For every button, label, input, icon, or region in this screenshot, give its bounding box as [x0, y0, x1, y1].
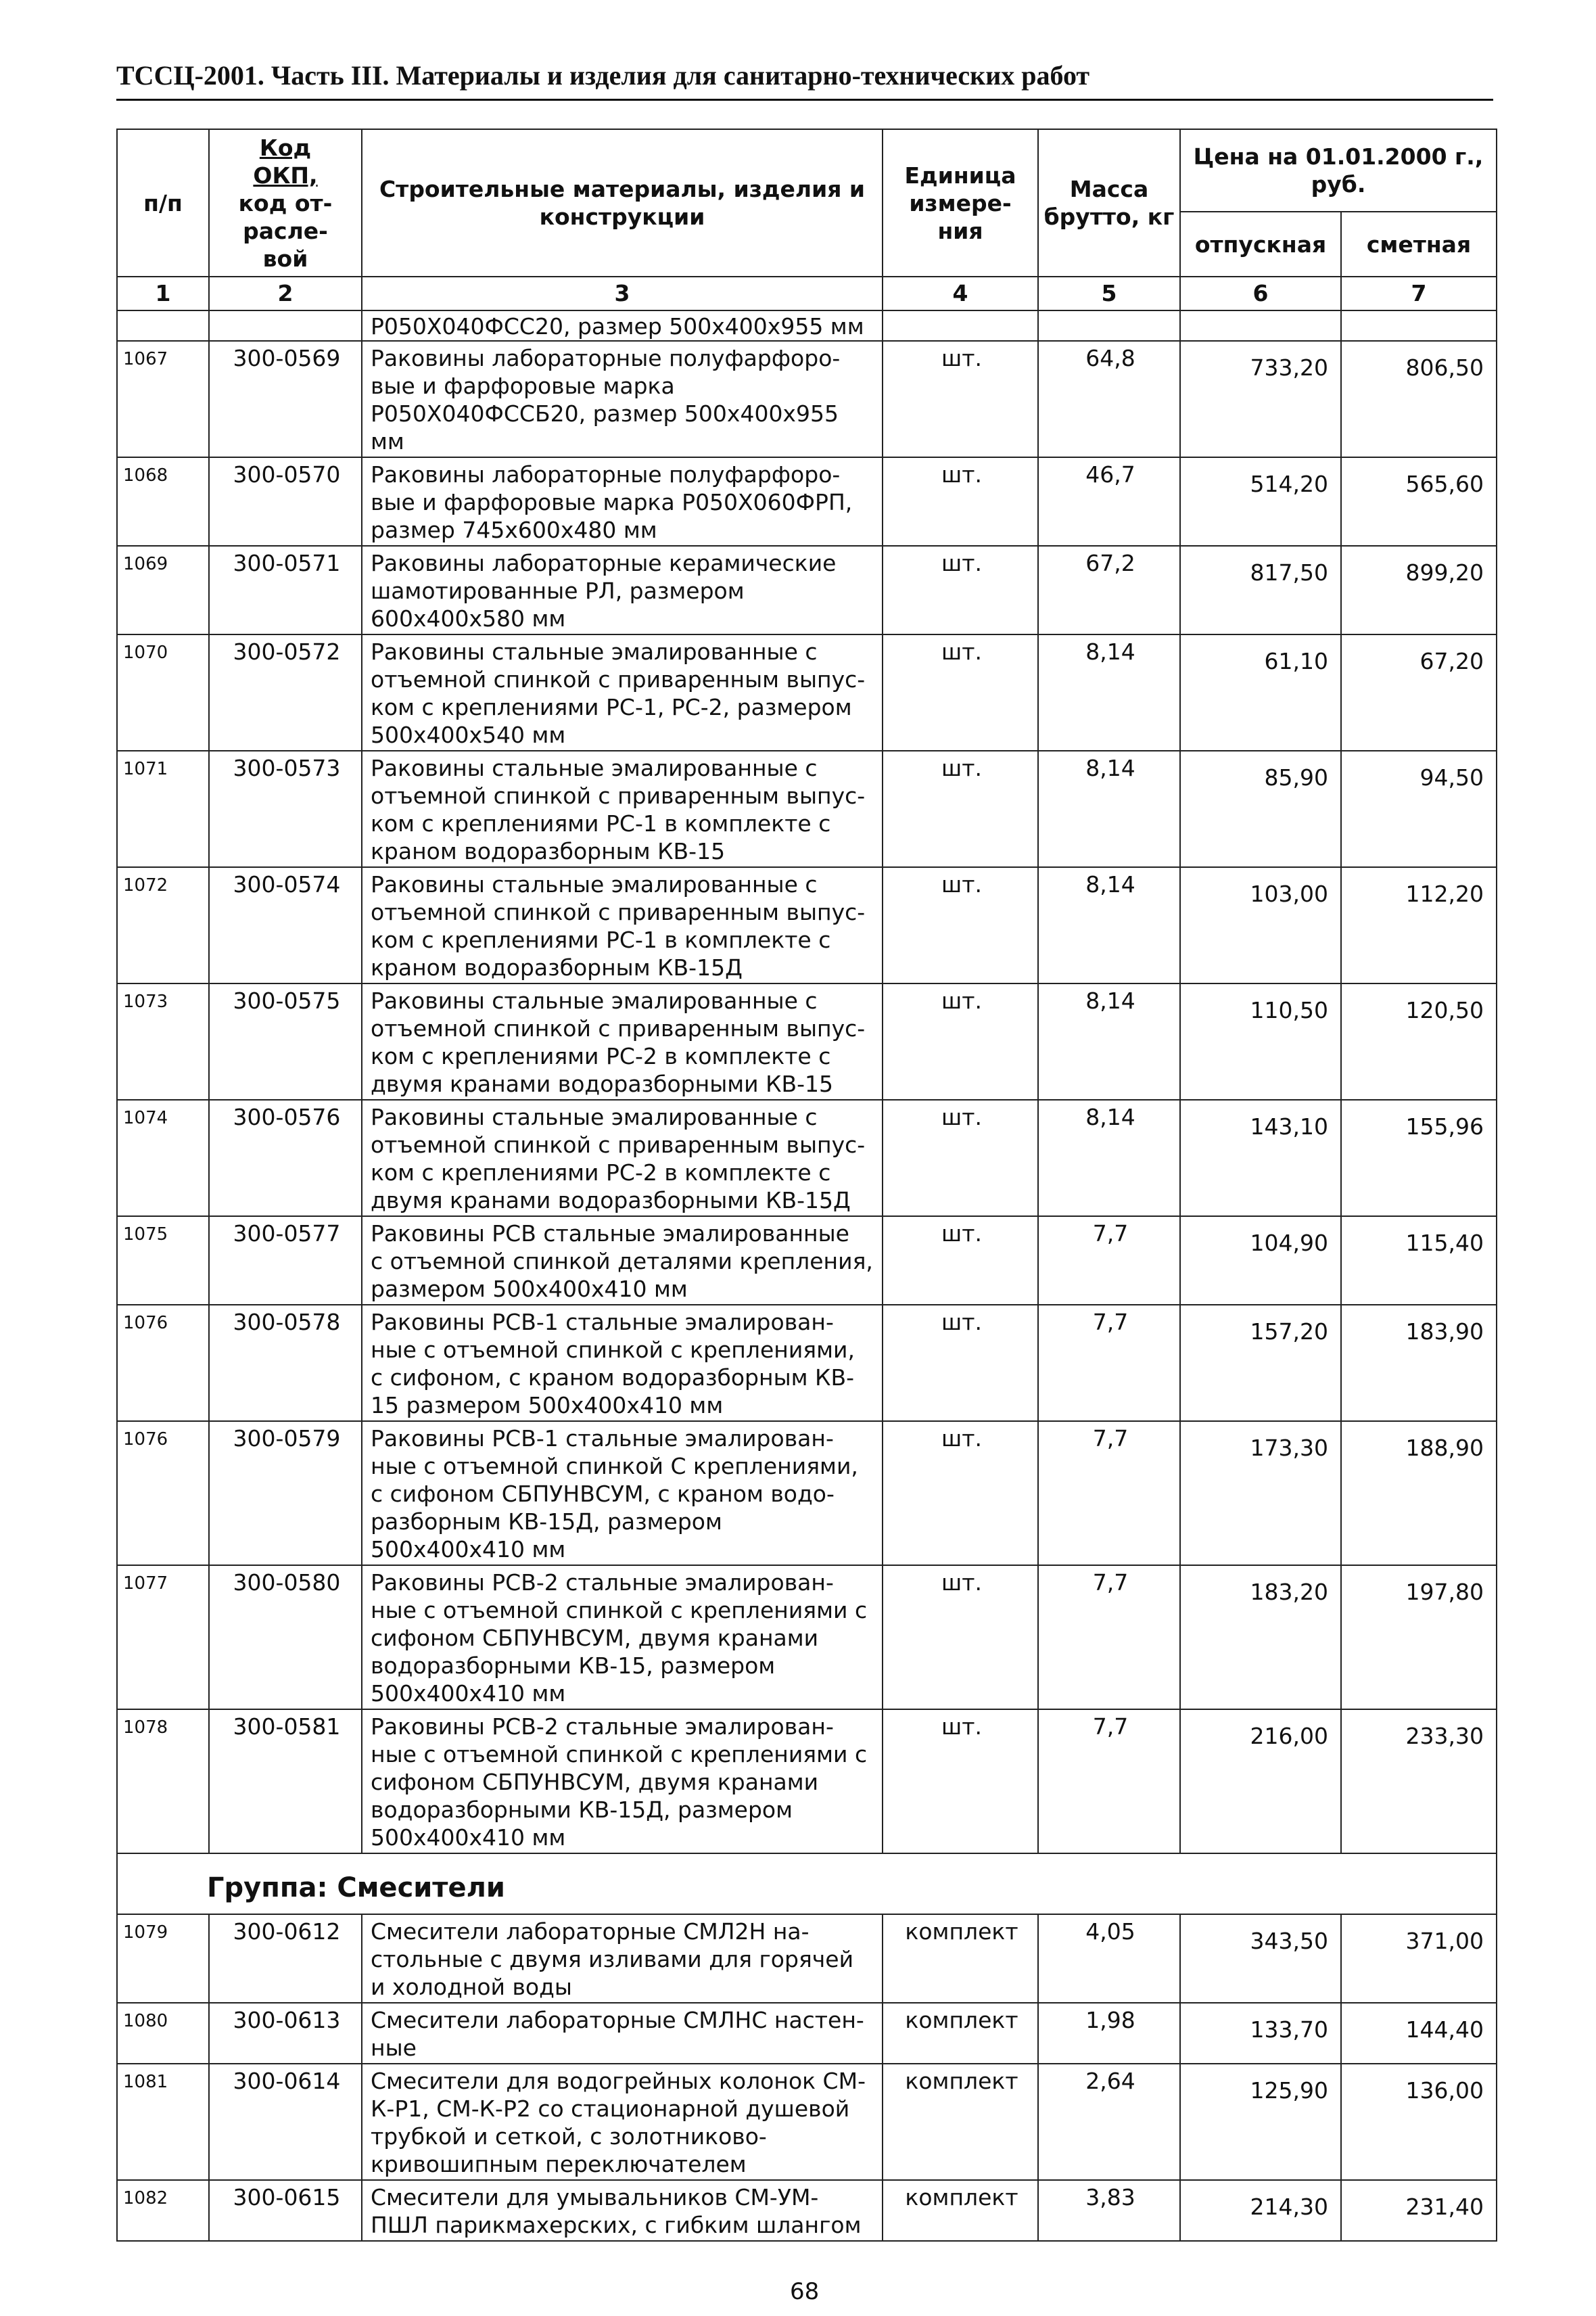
row-description: Смесители для водогрейных колонок СМ- К-Р1, СМ-К-Р2 со стационарной душевой трубкой и сеткой, с золотниково- кривошипным переключателем — [362, 2064, 883, 2180]
row-price-estimate: 806,50 — [1341, 341, 1497, 457]
row-number: 1075 — [117, 1216, 209, 1305]
header-price-release: отпускная — [1180, 212, 1341, 277]
row-price-estimate: 67,20 — [1341, 634, 1497, 751]
row-unit: шт. — [883, 341, 1038, 457]
row-code: 300-0575 — [209, 983, 362, 1100]
row-unit: шт. — [883, 1100, 1038, 1216]
row-price-estimate: 197,80 — [1341, 1565, 1497, 1709]
row-number: 1068 — [117, 457, 209, 546]
row-code: 300-0615 — [209, 2180, 362, 2241]
header-price-group: Цена на 01.01.2000 г., руб. — [1180, 129, 1497, 212]
row-code: 300-0614 — [209, 2064, 362, 2180]
table-row — [117, 751, 1497, 867]
row-price-estimate: 183,90 — [1341, 1305, 1497, 1421]
header-code-line-5: вой — [262, 245, 308, 272]
table-row — [117, 2180, 1497, 2241]
row-unit: шт. — [883, 1421, 1038, 1565]
header-code-line-4: расле- — [243, 217, 328, 244]
row-unit: шт. — [883, 1565, 1038, 1709]
table-row — [117, 983, 1497, 1100]
row-number: 1069 — [117, 546, 209, 634]
column-numbers-row — [117, 277, 1497, 310]
table-row — [117, 1914, 1497, 2003]
header-mass: Масса брутто, кг — [1038, 129, 1180, 277]
row-description: Смесители для умывальников СМ-УМ- ПШЛ парикмахерских, с гибким шлангом — [362, 2180, 883, 2241]
row-mass: 1,98 — [1038, 2003, 1180, 2064]
row-description: Раковины стальные эмалированные с отъемной спинкой с приваренным выпус- ком с креплениями РС-2 в комплекте с двумя кранами водоразборными КВ-15Д — [362, 1100, 883, 1216]
header-code-line-2: ОКП, — [253, 162, 318, 189]
table-row — [117, 1709, 1497, 1853]
colnum-1: 1 — [117, 277, 209, 310]
row-mass: 7,7 — [1038, 1305, 1180, 1421]
row-code: 300-0580 — [209, 1565, 362, 1709]
row-description: Раковины лабораторные полуфарфоро- вые и фарфоровые марка Р050Х040ФССБ20, размер 500х400х955 мм — [362, 341, 883, 457]
row-unit: шт. — [883, 457, 1038, 546]
row-code: 300-0578 — [209, 1305, 362, 1421]
row-price-estimate: 112,20 — [1341, 867, 1497, 983]
row-mass: 67,2 — [1038, 546, 1180, 634]
header-unit: Единица измере-ния — [883, 129, 1038, 277]
row-unit: комплект — [883, 2064, 1038, 2180]
row-price-estimate: 371,00 — [1341, 1914, 1497, 2003]
row-price-release: 216,00 — [1180, 1709, 1341, 1853]
materials-price-table — [116, 129, 1497, 2242]
row-description: Смесители лабораторные СМЛ2Н на- стольные с двумя изливами для горячей и холодной воды — [362, 1914, 883, 2003]
row-code: 300-0576 — [209, 1100, 362, 1216]
row-description: Раковины РСВ-2 стальные эмалирован- ные с отъемной спинкой с креплениями с сифоном СБПУНВСУМ, двумя кранами водоразборными КВ-15, размером 500х400х410 мм — [362, 1565, 883, 1709]
page-header-title: ТССЦ-2001. Часть III. Материалы и изделия для санитарно-технических работ — [116, 60, 1493, 101]
row-price-release: 143,10 — [1180, 1100, 1341, 1216]
row-price-release: 514,20 — [1180, 457, 1341, 546]
row-code: 300-0574 — [209, 867, 362, 983]
header-name: Строительные материалы, изделия и конструкции — [362, 129, 883, 277]
row-code: 300-0581 — [209, 1709, 362, 1853]
row-number: 1073 — [117, 983, 209, 1100]
row-price-estimate: 136,00 — [1341, 2064, 1497, 2180]
row-number: 1080 — [117, 2003, 209, 2064]
row-number: 1079 — [117, 1914, 209, 2003]
row-mass: 8,14 — [1038, 634, 1180, 751]
colnum-3: 3 — [362, 277, 883, 310]
row-price-estimate: 120,50 — [1341, 983, 1497, 1100]
row-price-estimate: 115,40 — [1341, 1216, 1497, 1305]
colnum-4: 4 — [883, 277, 1038, 310]
row-number: 1067 — [117, 341, 209, 457]
group-row — [117, 1853, 1497, 1914]
row-price-estimate: 233,30 — [1341, 1709, 1497, 1853]
row-mass: 7,7 — [1038, 1216, 1180, 1305]
group-label: Группа: Смесители — [117, 1853, 1497, 1914]
table-row — [117, 457, 1497, 546]
row-mass: 2,64 — [1038, 2064, 1180, 2180]
table-header-row — [117, 129, 1497, 212]
row-mass: 7,7 — [1038, 1565, 1180, 1709]
row-number: 1082 — [117, 2180, 209, 2241]
row-mass: 8,14 — [1038, 867, 1180, 983]
row-price-estimate: 94,50 — [1341, 751, 1497, 867]
row-code: 300-0612 — [209, 1914, 362, 2003]
row-description: Раковины РСВ-1 стальные эмалирован- ные с отъемной спинкой С креплениями, с сифоном СБПУНВСУМ, с краном водо- разборным КВ-15Д, размером 500х400х410 мм — [362, 1421, 883, 1565]
row-mass: 7,7 — [1038, 1709, 1180, 1853]
row-price-release: 104,90 — [1180, 1216, 1341, 1305]
row-mass: 7,7 — [1038, 1421, 1180, 1565]
row-description: Раковины РСВ-1 стальные эмалирован- ные с отъемной спинкой с креплениями, с сифоном, с краном водоразборным КВ- 15 размером 500х400х410 мм — [362, 1305, 883, 1421]
row-unit: шт. — [883, 1216, 1038, 1305]
table-row — [117, 1421, 1497, 1565]
table-row — [117, 2064, 1497, 2180]
table-row — [117, 1565, 1497, 1709]
row-code: 300-0573 — [209, 751, 362, 867]
row-unit: комплект — [883, 2180, 1038, 2241]
row-price-estimate: 144,40 — [1341, 2003, 1497, 2064]
row-price-release: 157,20 — [1180, 1305, 1341, 1421]
row-unit: шт. — [883, 1709, 1038, 1853]
header-num: п/п — [117, 129, 209, 277]
row-unit: шт. — [883, 1305, 1038, 1421]
row-price-release: 817,50 — [1180, 546, 1341, 634]
table-row — [117, 341, 1497, 457]
row-number: 1072 — [117, 867, 209, 983]
row-description: Раковины РСВ-2 стальные эмалирован- ные с отъемной спинкой с креплениями с сифоном СБПУНВСУМ, двумя кранами водоразборными КВ-15Д, размером 500х400х410 мм — [362, 1709, 883, 1853]
row-price-release: 125,90 — [1180, 2064, 1341, 2180]
row-code: 300-0572 — [209, 634, 362, 751]
row-number: 1076 — [117, 1421, 209, 1565]
row-price-release: 733,20 — [1180, 341, 1341, 457]
header-price-estimate: сметная — [1341, 212, 1497, 277]
row-mass: 8,14 — [1038, 983, 1180, 1100]
row-price-release: 133,70 — [1180, 2003, 1341, 2064]
row-price-release: 103,00 — [1180, 867, 1341, 983]
table-row — [117, 867, 1497, 983]
row-code: 300-0579 — [209, 1421, 362, 1565]
row-number: 1078 — [117, 1709, 209, 1853]
row-unit: шт. — [883, 751, 1038, 867]
continuation-row — [117, 310, 1497, 341]
row-price-release: 85,90 — [1180, 751, 1341, 867]
row-price-estimate: 899,20 — [1341, 546, 1497, 634]
header-code-line-3: код от- — [238, 189, 333, 216]
row-description: Раковины РСВ стальные эмалированные с отъемной спинкой деталями крепления, размером 500х400х410 мм — [362, 1216, 883, 1305]
row-unit: комплект — [883, 2003, 1038, 2064]
table-row — [117, 634, 1497, 751]
row-mass: 64,8 — [1038, 341, 1180, 457]
page-number: 68 — [790, 2278, 820, 2305]
table-row — [117, 546, 1497, 634]
row-number: 1076 — [117, 1305, 209, 1421]
row-price-estimate: 188,90 — [1341, 1421, 1497, 1565]
table-row — [117, 1216, 1497, 1305]
table-row — [117, 1305, 1497, 1421]
row-number: 1071 — [117, 751, 209, 867]
row-description: Смесители лабораторные СМЛНС настен- ные — [362, 2003, 883, 2064]
row-mass: 4,05 — [1038, 1914, 1180, 2003]
row-description: Раковины лабораторные полуфарфоро- вые и фарфоровые марка Р050Х060ФРП, размер 745х600х480 мм — [362, 457, 883, 546]
row-unit: шт. — [883, 983, 1038, 1100]
row-price-release: 183,20 — [1180, 1565, 1341, 1709]
row-unit: шт. — [883, 634, 1038, 751]
row-price-estimate: 155,96 — [1341, 1100, 1497, 1216]
row-description: Раковины стальные эмалированные с отъемной спинкой с приваренным выпус- ком с креплениями РС-1, РС-2, размером 500х400х540 мм — [362, 634, 883, 751]
row-unit: шт. — [883, 546, 1038, 634]
row-code: 300-0571 — [209, 546, 362, 634]
row-code: 300-0613 — [209, 2003, 362, 2064]
continuation-text: Р050Х040ФСС20, размер 500х400х955 мм — [362, 310, 883, 341]
table-row — [117, 1100, 1497, 1216]
row-unit: комплект — [883, 1914, 1038, 2003]
row-number: 1077 — [117, 1565, 209, 1709]
row-description: Раковины стальные эмалированные с отъемной спинкой с приваренным выпус- ком с креплениями РС-1 в комплекте с краном водоразборным КВ-15 — [362, 751, 883, 867]
row-description: Раковины стальные эмалированные с отъемной спинкой с приваренным выпус- ком с креплениями РС-1 в комплекте с краном водоразборным КВ-15Д — [362, 867, 883, 983]
header-code — [209, 129, 362, 277]
header-code-line-1: Код — [259, 134, 312, 161]
colnum-2: 2 — [209, 277, 362, 310]
row-unit: шт. — [883, 867, 1038, 983]
row-mass: 46,7 — [1038, 457, 1180, 546]
colnum-5: 5 — [1038, 277, 1180, 310]
row-price-release: 214,30 — [1180, 2180, 1341, 2241]
row-code: 300-0569 — [209, 341, 362, 457]
row-price-release: 110,50 — [1180, 983, 1341, 1100]
row-price-release: 343,50 — [1180, 1914, 1341, 2003]
row-price-estimate: 565,60 — [1341, 457, 1497, 546]
row-number: 1081 — [117, 2064, 209, 2180]
row-price-estimate: 231,40 — [1341, 2180, 1497, 2241]
row-price-release: 173,30 — [1180, 1421, 1341, 1565]
row-description: Раковины стальные эмалированные с отъемной спинкой с приваренным выпус- ком с креплениями РС-2 в комплекте с двумя кранами водоразборными КВ-15 — [362, 983, 883, 1100]
row-mass: 8,14 — [1038, 1100, 1180, 1216]
table-row — [117, 2003, 1497, 2064]
row-code: 300-0577 — [209, 1216, 362, 1305]
row-mass: 3,83 — [1038, 2180, 1180, 2241]
row-description: Раковины лабораторные керамические шамотированные РЛ, размером 600х400х580 мм — [362, 546, 883, 634]
colnum-6: 6 — [1180, 277, 1341, 310]
row-mass: 8,14 — [1038, 751, 1180, 867]
colnum-7: 7 — [1341, 277, 1497, 310]
row-code: 300-0570 — [209, 457, 362, 546]
row-number: 1074 — [117, 1100, 209, 1216]
row-price-release: 61,10 — [1180, 634, 1341, 751]
row-number: 1070 — [117, 634, 209, 751]
